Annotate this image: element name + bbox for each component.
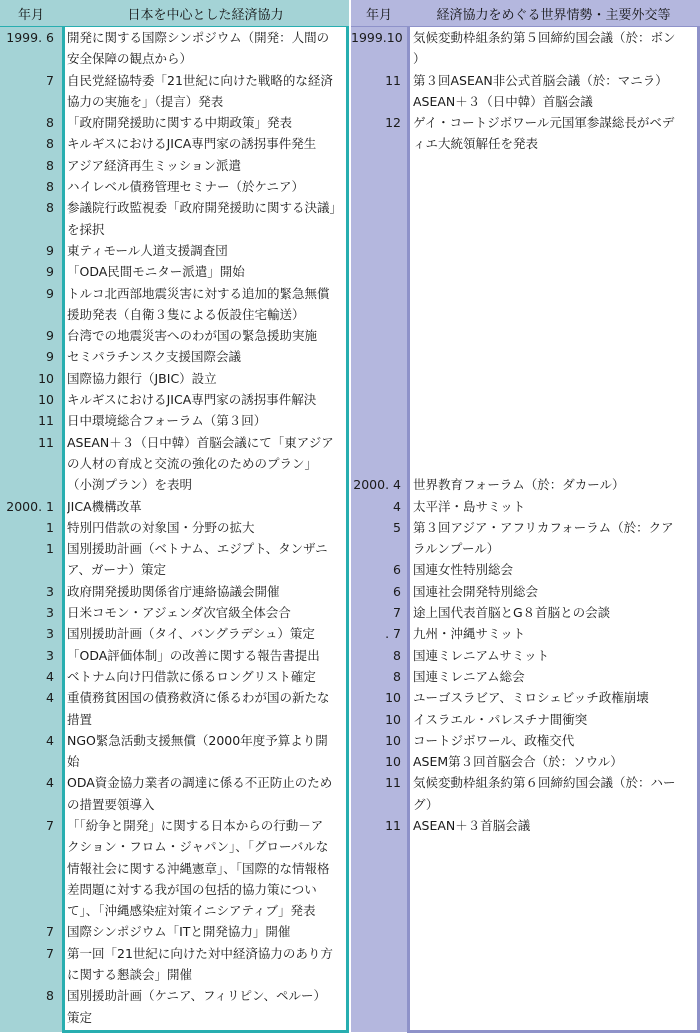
event-text: 国連社会開発特別総会 (413, 583, 539, 599)
event-text: て」、「沖縄感染症対策イニシアティブ」発表 (67, 903, 316, 919)
event-date: 7 (393, 605, 401, 621)
event-date: 9 (46, 264, 54, 280)
event-line (351, 368, 700, 389)
event-text: ASEAN＋３首脳会議 (413, 817, 531, 833)
event-text: ） (413, 51, 426, 67)
event-text: 始 (67, 754, 80, 770)
event-text: の人材の育成と交流の強化のためのプラン」 (67, 455, 318, 471)
event-date (351, 48, 401, 69)
event-line (0, 900, 349, 921)
event-line (0, 261, 349, 282)
event-text: ラルンプール） (413, 541, 500, 557)
event-line (0, 176, 349, 197)
event-date: 9 (46, 285, 54, 301)
event-line (0, 240, 349, 261)
event-line (351, 581, 700, 602)
event-line (0, 112, 349, 133)
event-line (0, 70, 349, 91)
event-date: 8 (393, 647, 401, 663)
event-line (0, 623, 349, 644)
event-text (413, 283, 698, 304)
event-line (351, 219, 700, 240)
event-text: 国際協力銀行（JBIC）設立 (67, 370, 217, 386)
event-text: 援助発表（自衛３隻による仮設住宅輸送） (67, 306, 305, 322)
event-line (351, 112, 700, 133)
event-text: 台湾での地震災害へのわが国の緊急援助実施 (67, 328, 318, 344)
event-text (413, 197, 698, 218)
event-date: 8 (393, 668, 401, 684)
event-text: （小渕プラン）を表明 (67, 477, 193, 493)
event-text: 気候変動枠組条約第６回締約国会議（於：ハー (413, 775, 676, 791)
event-date: 4 (46, 690, 54, 706)
event-text (413, 346, 698, 367)
event-date: 9 (46, 242, 54, 258)
event-text: 「政府開発援助に関する中期政策」発表 (67, 115, 293, 131)
event-line (0, 410, 349, 431)
event-text: 国連女性特別総会 (413, 562, 514, 578)
event-text: コートジボワール、政権交代 (413, 732, 575, 748)
event-text (413, 219, 698, 240)
event-text: 策定 (67, 1009, 93, 1025)
event-line (351, 176, 700, 197)
event-text: ィエ大統領解任を発表 (413, 136, 539, 152)
right-bottom-border (407, 1030, 700, 1033)
event-line (351, 751, 700, 772)
event-line (0, 517, 349, 538)
left-event-list (0, 27, 349, 1028)
event-text: ユーゴスラビア、ミロシェビッチ政権崩壊 (413, 690, 649, 706)
left-bottom-border (62, 1030, 349, 1033)
event-line (351, 410, 700, 431)
event-line (0, 730, 349, 751)
event-line (0, 709, 349, 730)
event-text (413, 304, 698, 325)
event-text: 国別援助計画（ベトナム、エジプト、タンザニ (67, 541, 328, 557)
event-line (0, 985, 349, 1006)
event-text: グ） (413, 796, 439, 812)
event-date: 6 (393, 583, 401, 599)
event-line (351, 432, 700, 453)
event-line (351, 133, 700, 154)
event-text (413, 240, 698, 261)
event-text: 措置 (67, 711, 93, 727)
event-line (0, 1007, 349, 1028)
event-line (351, 197, 700, 218)
event-line (351, 240, 700, 261)
event-line (351, 325, 700, 346)
event-line (0, 368, 349, 389)
event-line (351, 389, 700, 410)
event-line (0, 836, 349, 857)
event-date: . 7 (385, 626, 401, 642)
event-text: 参議院行政監視委「政府開発援助に関する決議」 (67, 200, 343, 216)
event-text: NGO緊急活動支援無償（2000年度予算より開 (67, 732, 328, 748)
event-line (0, 602, 349, 623)
event-date: 11 (385, 72, 401, 88)
event-date: 7 (46, 72, 54, 88)
event-line (351, 474, 700, 495)
event-line (351, 559, 700, 580)
event-line (0, 219, 349, 240)
event-text: アジア経済再生ミッション派遣 (67, 157, 242, 173)
event-date: 10 (38, 392, 54, 408)
event-line (0, 474, 349, 495)
event-line (0, 772, 349, 793)
event-date: 11 (385, 817, 401, 833)
event-line (0, 815, 349, 836)
event-text: 「ODA評価体制」の改善に関する報告書提出 (67, 647, 320, 663)
event-line (0, 581, 349, 602)
event-text: 自民党経協特委「21世紀に向けた戦略的な経済 (67, 72, 333, 88)
event-text (413, 261, 698, 282)
event-text: 国連ミレニアムサミット (413, 647, 550, 663)
event-line (351, 155, 700, 176)
event-date: 10 (385, 711, 401, 727)
event-text: 政府開発援助関係省庁連絡協議会開催 (67, 583, 280, 599)
left-date-header: 年月 (17, 7, 44, 23)
event-text: 世界教育フォーラム（於：ダカール） (413, 477, 625, 493)
event-date: 10 (385, 754, 401, 770)
event-text: トルコ北西部地震災害に対する追加的緊急無償 (67, 285, 330, 301)
event-line (0, 879, 349, 900)
event-text: ベトナム向け円借款に係るロングリスト確定 (67, 668, 316, 684)
event-line (0, 91, 349, 112)
event-date: 8 (46, 157, 54, 173)
event-date: 3 (46, 605, 54, 621)
event-line (351, 815, 700, 836)
event-line (0, 304, 349, 325)
event-date: 8 (46, 200, 54, 216)
event-line (351, 517, 700, 538)
event-text: 第３回ASEAN非公式首脳会議（於：マニラ） (413, 72, 668, 88)
event-date: 10 (385, 732, 401, 748)
event-date: 1 (46, 541, 54, 557)
event-line (0, 48, 349, 69)
event-line (0, 794, 349, 815)
event-date: 7 (46, 817, 54, 833)
event-date: 11 (38, 434, 54, 450)
event-date: 1999. 6 (6, 30, 54, 45)
event-text: 重債務貧困国の債務救済に係るわが国の新たな (67, 690, 330, 706)
event-text: 情報社会に関する沖縄憲章」、「国際的な情報格 (67, 860, 330, 876)
event-line (351, 346, 700, 367)
event-date: 11 (38, 413, 54, 429)
event-date: 4 (46, 668, 54, 684)
event-date: 1999.10 (351, 30, 403, 45)
event-line (0, 432, 349, 453)
event-text: キルギスにおけるJICA専門家の誘拐事件発生 (67, 136, 317, 152)
event-text (413, 432, 698, 453)
event-text: ASEAN＋３（日中韓）首脳会議にて「東アジア (67, 434, 334, 450)
event-text (413, 389, 698, 410)
event-text: セミパラチンスク支援国際会議 (67, 349, 242, 365)
event-line (0, 197, 349, 218)
event-text: 第一回「21世紀に向けた対中経済協力のあり方 (67, 945, 333, 961)
event-line (0, 687, 349, 708)
event-text: イスラエル・パレスチナ間衝突 (413, 711, 588, 727)
event-text: の措置要領導入 (67, 796, 155, 812)
event-line (0, 559, 349, 580)
event-line (351, 70, 700, 91)
right-date-header: 年月 (365, 7, 392, 23)
event-date: 8 (46, 136, 54, 152)
event-text: 太平洋・島サミット (413, 498, 526, 514)
event-line (0, 964, 349, 985)
event-date: 7 (46, 924, 54, 940)
event-line (0, 538, 349, 559)
event-text: ODA資金協力業者の調達に係る不正防止のため (67, 775, 333, 791)
event-text: を採択 (67, 221, 105, 237)
event-line (351, 27, 700, 48)
event-line (351, 538, 700, 559)
event-date: 7 (46, 945, 54, 961)
event-date: 9 (46, 349, 54, 365)
event-text: 差問題に対する我が国の包括的協力策につい (67, 881, 317, 897)
event-text: 開発に関する国際シンポジウム（開発：人間の (67, 30, 330, 45)
event-line (351, 453, 700, 474)
event-line (0, 496, 349, 517)
event-text: 国別援助計画（タイ、バングラデシュ）策定 (67, 626, 315, 642)
event-line (351, 602, 700, 623)
right-title-header: 経済協力をめぐる世界情勢・主要外交等 (407, 0, 700, 26)
event-text: キルギスにおけるJICA専門家の誘拐事件解決 (67, 392, 317, 408)
event-text: クション・フロム・ジャパン」、「グローバルな (67, 839, 329, 855)
event-text: ハイレベル債務管理セミナー（於ケニア） (67, 179, 305, 195)
event-date: 9 (46, 328, 54, 344)
event-text: 東ティモール人道支援調査団 (67, 242, 228, 258)
event-line (0, 133, 349, 154)
event-line (351, 794, 700, 815)
left-title-header: 日本を中心とした経済協力 (62, 0, 349, 26)
event-line (0, 453, 349, 474)
event-text (413, 410, 698, 431)
event-date: 8 (46, 988, 54, 1004)
event-date: 3 (46, 583, 54, 599)
event-line (0, 751, 349, 772)
event-date: 4 (46, 775, 54, 791)
event-text: 国際シンポジウム「ITと開発協力」開催 (67, 924, 291, 940)
event-text: JICA機構改革 (67, 498, 142, 514)
event-text: 日中環境総合フォーラム（第３回） (67, 413, 267, 429)
event-text: 日米コモン・アジェンダ次官級全体会合 (67, 605, 291, 621)
event-text: 途上国代表首脳とG８首脳との会談 (413, 605, 611, 621)
event-text: 特別円借款の対象国・分野の拡大 (67, 519, 255, 535)
event-text (413, 176, 698, 197)
event-date: 3 (46, 647, 54, 663)
event-text (413, 368, 698, 389)
event-text: 国別援助計画（ケニア、フィリピン、ペルー） (67, 988, 327, 1004)
event-date: 6 (393, 562, 401, 578)
event-text: 気候変動枠組条約第５回締約国会議（於：ボン (413, 30, 676, 45)
event-date: 1 (46, 519, 54, 535)
event-date: 4 (46, 732, 54, 748)
event-line (0, 943, 349, 964)
event-line (351, 666, 700, 687)
right-event-list (351, 27, 700, 836)
event-line (351, 730, 700, 751)
event-line (0, 346, 349, 367)
event-line (0, 325, 349, 346)
event-text (413, 453, 698, 474)
event-text: に関する懇談会」開催 (67, 967, 193, 983)
event-line (0, 858, 349, 879)
event-text: ア、ガーナ）策定 (67, 562, 167, 578)
event-date: 10 (385, 690, 401, 706)
event-date: 11 (385, 775, 401, 791)
event-text: 「「紛争と開発」に関する日本からの行動－ア (67, 817, 324, 833)
event-line (351, 645, 700, 666)
event-line (0, 27, 349, 48)
event-date (351, 155, 401, 176)
event-line (351, 772, 700, 793)
event-date: 4 (393, 498, 401, 514)
event-text (413, 325, 698, 346)
event-text: 九州・沖縄サミット (413, 626, 526, 642)
event-line (351, 687, 700, 708)
event-text: ASEAN＋３（日中韓）首脳会議 (413, 93, 593, 109)
event-line (0, 666, 349, 687)
event-line (351, 261, 700, 282)
event-text: 「ODA民間モニター派遣」開始 (67, 264, 245, 280)
event-line (0, 389, 349, 410)
event-line (0, 283, 349, 304)
event-text: 安全保障の観点から） (67, 51, 193, 67)
event-date: 12 (385, 115, 401, 131)
event-line (0, 645, 349, 666)
event-line (351, 496, 700, 517)
event-date: 10 (38, 370, 54, 386)
event-date: 3 (46, 626, 54, 642)
event-text (413, 155, 698, 176)
event-text: ゲイ・コートジボワール元国軍参謀総長がベデ (413, 115, 675, 131)
event-date: 2000. 1 (6, 498, 54, 514)
event-line (351, 709, 700, 730)
event-line (351, 48, 700, 69)
event-line (351, 623, 700, 644)
event-date: 8 (46, 115, 54, 131)
event-text: 第３回アジア・アフリカフォーラム（於：クア (413, 519, 674, 535)
event-line (0, 921, 349, 942)
event-text: 協力の実施を」（提言）発表 (67, 93, 224, 109)
event-line (351, 91, 700, 112)
event-line (0, 155, 349, 176)
event-date: 8 (46, 179, 54, 195)
event-date: 2000. 4 (353, 477, 401, 493)
event-text: 国連ミレニアム総会 (413, 668, 525, 684)
event-text: ASEM第３回首脳会合（於：ソウル） (413, 754, 623, 770)
event-date: 5 (393, 519, 401, 535)
event-line (351, 304, 700, 325)
event-line (351, 283, 700, 304)
